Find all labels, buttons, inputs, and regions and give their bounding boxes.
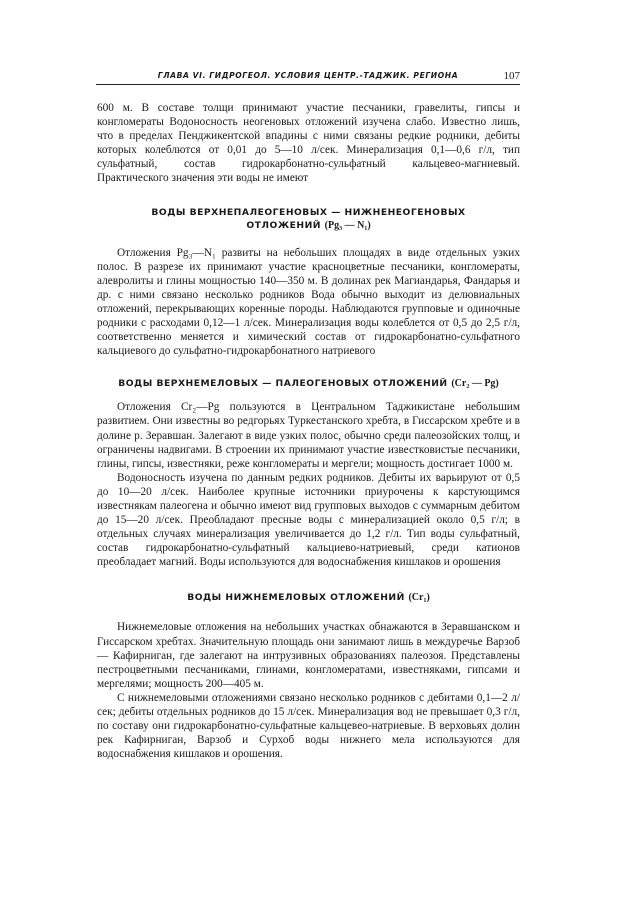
heading-code: (Cr₂ — Pg) [451, 378, 499, 390]
page-number: 107 [503, 70, 520, 82]
section-upper-paleogene [97, 206, 520, 359]
heading-text: ВОДЫ ВЕРХНЕМЕЛОВЫХ — ПАЛЕОГЕНОВЫХ ОТЛОЖЕНИЙ [118, 378, 448, 390]
section-paragraph: Водоносность изучена по данным редких родников. Дебиты их варьируют от 0,5 до 10—20 л/сек. Наиболее крупные источники приурочены к карстующимся известнякам палеогена и обычно имеют вид групповых выходов с суммарным дебитом до 15—20 л/сек. Преобладают пресные воды с минерализацией около 0,5 г/л; в отдельных случаях минерализация увеличивается до 1,2 г/л. Тип воды сульфатный, состав гидрокарбонатно-сульфатный кальциево-натриевый, среди катионов преобладает магний. Воды используются для водоснабжения кишлаков и орошения [97, 471, 520, 569]
section-heading [97, 377, 520, 390]
heading-text: ВОДЫ НИЖНЕМЕЛОВЫХ ОТЛОЖЕНИЙ [187, 592, 405, 604]
section-heading [97, 591, 520, 604]
section-paragraph: Нижнемеловые отложения на небольших участках обнажаются в Зеравшанском и Гиссарском хребтах. Значительную площадь они занимают лишь в междуречье Варзоб — Кафирниган, где залегают на интрузивных образованиях палеозоя. Представлены пестроцветными песчаниками, глинами, конгломератами, известняками, гипсами и мергелями; мощность 200—405 м. [97, 621, 520, 690]
heading-code: (Cr₁) [408, 592, 430, 604]
section-upper-cretaceous [97, 377, 520, 569]
heading-code: (Pg₃ — N₁) [324, 219, 371, 231]
heading-text: ВОДЫ ВЕРХНЕПАЛЕОГЕНОВЫХ — НИЖНЕНЕОГЕНОВЫХ [151, 206, 466, 218]
section-heading-line2 [97, 219, 520, 232]
section-paragraph: С нижнемеловыми отложениями связано несколько родников с дебитами 0,1—2 л/сек; дебиты отдельных родников до 15 л/сек. Минерализация вод не превышает 0,3 г/л, по составу они гидрокарбонатно-сульфатные кальцевео-натриевые. В верховьях долин рек Кафирниган, Варзоб и Сурхоб воды нижнего мела используются для водоснабжения кишлаков и орошения. [97, 691, 520, 761]
section-heading [97, 206, 520, 219]
running-title: ГЛАВА VI. ГИДРОГЕОЛ. УСЛОВИЯ ЦЕНТР.-ТАДЖИК. РЕГИОНА [157, 71, 459, 80]
section-lower-cretaceous [97, 591, 520, 761]
section-paragraph: Отложения Cr₂—Pg пользуются в Центральном Таджикистане небольшим развитием. Они известны во редгорьях Туркестанского хребта, в Гиссарском хребте и в долине р. Зеравшан. Залегают в виде узких полос, обычно среди палеозойских толщ, и ограничены надвигами. В строении их принимают участие известковистые песчаники, глины, гипсы, известняки, реже конгломераты и мергели; мощность достигает 1000 м. [97, 401, 520, 470]
heading-text: ОТЛОЖЕНИЙ [246, 219, 321, 231]
page-content [97, 101, 520, 761]
running-header [96, 70, 520, 85]
section-paragraph: Отложения Pg₃—N₁ развиты на небольших площадях в виде отдельных узких полос. В разрезе их принимают участие красноцветные песчаники, конгломераты, алевролиты и глины мощностью 140—350 м. В долинах рек Магиандарья, Фандарья и др. с ними связано несколько родников Вода обычно выходит из делювиальных отложений, перекрывающих коренные породы. Наблюдаются групповые и одиночные родники с расходами 0,12—1 л/сек. Минерализация воды колеблется от 0,5 до 2,5 г/л, соответственно меняется и химический состав от гидрокарбонатно-сульфатного кальциевого до сульфатно-гидрокарбонатного натриевого [97, 246, 520, 358]
intro-paragraph: 600 м. В составе толщи принимают участие песчаники, гравелиты, гипсы и конгломераты Водоносность неогеновых отложений изучена слабо. Известно лишь, что в пределах Пенджикентской впадины с ними связаны редкие родники, дебиты которых колеблются от 0,01 до 5—10 л/сек. Минерализация 0,1—0,6 г/л, тип сульфатный, состав гидрокарбонатно-сульфатный кальцевео-магниевый. Практического значения эти воды не имеют [97, 102, 520, 185]
